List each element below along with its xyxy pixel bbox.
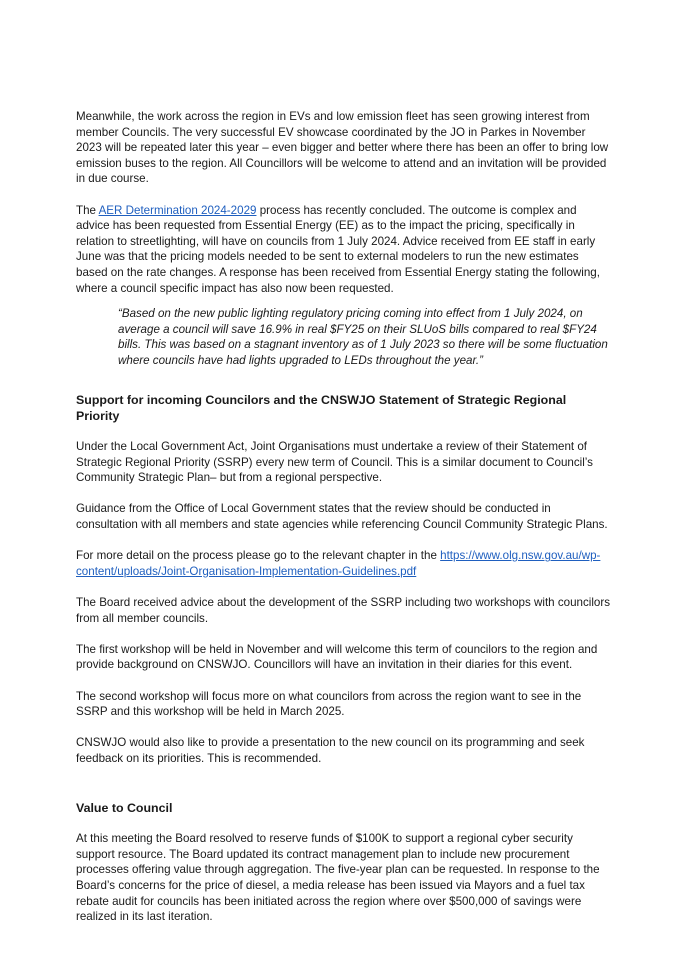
paragraph-presentation: CNSWJO would also like to provide a presentation to the new council on its programming and seek feedback on its priorities. This is recommended. xyxy=(76,736,585,765)
paragraph-value-to-council: At this meeting the Board resolved to reserve funds of $100K to support a regional cyber security support resource. The Board updated its contract management plan to include new procurement processes offering value through aggregation. The five-year plan can be requested. In response to the Board’s concerns for the price of diesel, a media release has been issued via Mayors and a fuel tax rebate audit for councils has been initiated across the region where over $500,000 of savings were realized in its last iteration. xyxy=(76,832,600,924)
aer-prefix-text: The xyxy=(76,203,99,217)
paragraph-first-workshop: The first workshop will be held in November and will welcome this term of councilors to the region and provide background on CNSWJO. Councillors will have an invitation in their diaries for this event. xyxy=(76,642,598,672)
document-body xyxy=(76,109,612,925)
aer-determination-link[interactable]: AER Determination 2024-2029 xyxy=(98,203,257,217)
olg-guidelines-link[interactable]: https://www.olg.nsw.gov.au/wp-content/uploads/Joint-Organisation-Implementation-Guidelines.pdf xyxy=(76,549,601,578)
paragraph-ssrp-review: Under the Local Government Act, Joint Organisations must undertake a review of their Statement of Strategic Regional Priority (SSRP) every new term of Council. This is a similar document to Council’s Community Strategic Plan– but from a regional perspective. xyxy=(76,440,593,485)
aer-suffix-text: process has recently concluded. The outcome is complex and advice has been requested from Essential Energy (EE) as to the impact the pricing, specifically in relation to streetlighting, will have on councils from 1 July 2024. Advice received from EE staff in early June was that the pricing models needed to be sent to external modelers to run the new estimates based on the rate changes. A response has been received from Essential Energy stating the following, where a council specific impact has also now been requested. xyxy=(76,203,600,295)
section-heading-value: Value to Council xyxy=(76,800,173,815)
paragraph-second-workshop: The second workshop will focus more on what councilors from across the region want to see in the SSRP and this workshop will be held in March 2025. xyxy=(76,689,582,719)
paragraph-board-advice: The Board received advice about the development of the SSRP including two workshops with councilors from all member councils. xyxy=(76,596,611,625)
section-heading-ssrp: Support for incoming Councilors and the CNSWJO Statement of Strategic Regional Priority xyxy=(76,392,567,423)
paragraph-aer-determination xyxy=(76,203,612,297)
paragraph-ev-fleet: Meanwhile, the work across the region in EVs and low emission fleet has seen growing interest from member Councils. The very successful EV showcase coordinated by the JO in Parkes in November 2023 will be repeated later this year – even bigger and better where there has been an offer to bring low emission buses to the region. All Councillors will be welcome to attend and an invitation will be provided in due course. xyxy=(76,110,609,186)
essential-energy-quote: “Based on the new public lighting regulatory pricing coming into effect from 1 July 2024, on average a council will save 16.9% in real $FY25 on their SLUoS bills compared to real $FY24 bills. This was based on a stagnant inventory as of 1 July 2023 so there will be some fluctuation where councils have had lights upgraded to LEDs throughout the year.” xyxy=(118,307,608,367)
paragraph-guidelines-link xyxy=(76,548,612,579)
guidelines-prefix-text: For more detail on the process please go to the relevant chapter in the xyxy=(76,549,441,563)
paragraph-olg-guidance: Guidance from the Office of Local Government states that the review should be conducted in consultation with all members and state agencies while referencing Council Community Strategic Plans. xyxy=(76,502,608,532)
